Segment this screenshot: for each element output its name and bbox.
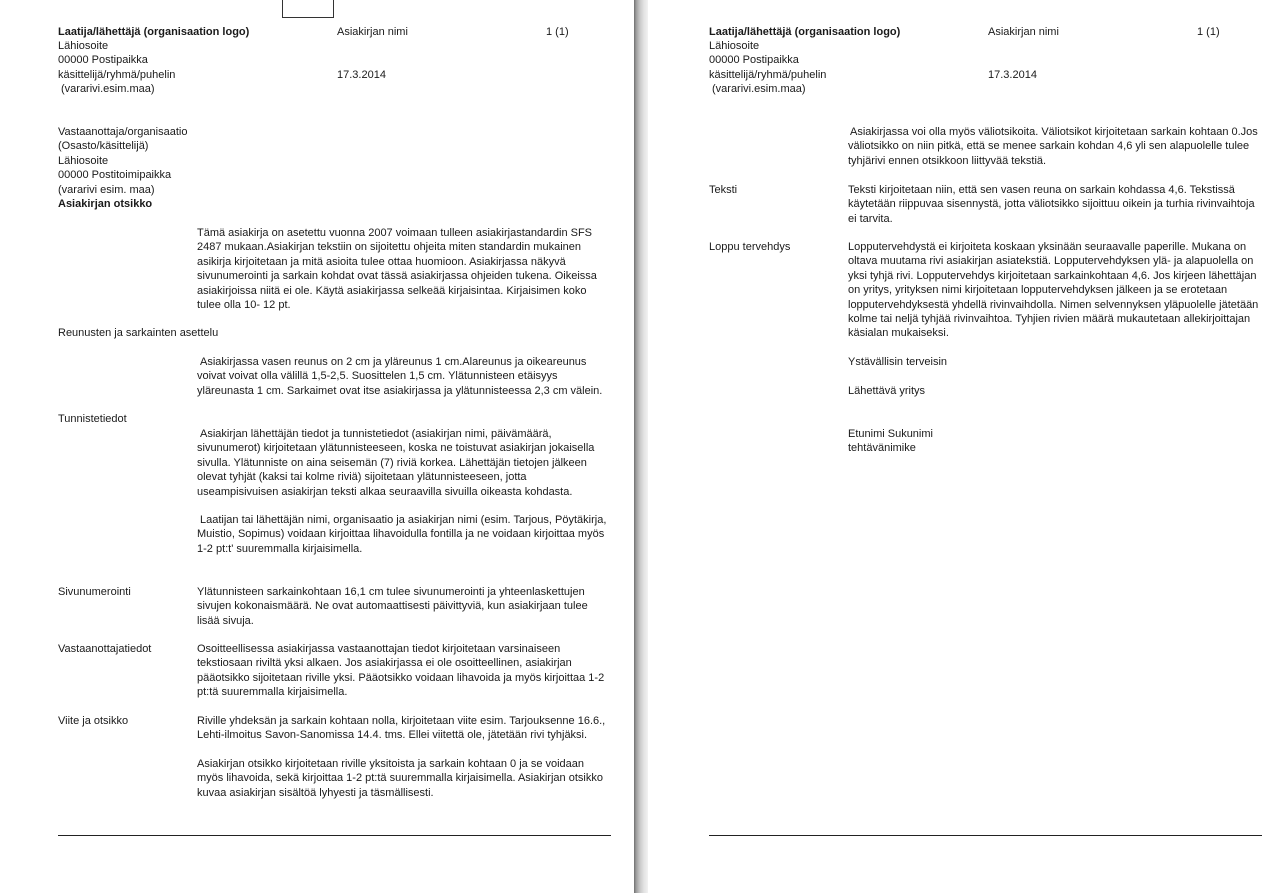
text-label: Teksti [709,184,738,196]
footer-divider [709,835,1262,836]
header-doc-name: Asiakirjan nimi [337,26,408,38]
header-tab-marker [282,0,334,18]
sender-company: Lähettävä yritys [848,385,926,397]
recipient-line: 00000 Postitoimipaikka [58,169,172,181]
header-date: 17.3.2014 [337,69,386,81]
document-title: Asiakirjan otsikko [58,198,153,210]
header-doc-name: Asiakirjan nimi [988,26,1059,38]
pagenum-paragraph: Ylätunnisteen sarkainkohtaan 16,1 cm tulee sivunumerointi ja yhteenlaskettujen sivujen kokonaismäärä. Ne ovat automaattisesti päivittyviä, kun asiakirjaan tulee lisää sivuja. [197,586,588,627]
closing-paragraph: Lopputervehdystä ei kirjoiteta koskaan yksinään seuraavalle paperille. Mukana on oltava muutama rivi asiakirjan asiatekstiä. Lopputervehdyksen ylä- ja alapuolella on yksi tyhjä rivi. Lopputervehdys kirjoitetaan sarkainkohtaan 4,6. Jos kirjeen lähettäjan on yritys, yrityksen nimi kirjoitetaan lopputervehdyksen jälkeen ja se erotetaan lopputervehdyksestä yhdellä rivinvaihdolla. Nimen selvennyksen yläpuolelle jätetään kolme tai neljä tyhjää rivinvaihtoa. Tyhjien rivien määrä mukautetaan allekirjoittajan käsialan mukaiseksi. [848,241,1259,340]
ident-label: Tunnistetiedot [58,413,127,425]
document-page-2 [648,0,1287,893]
recipient-line: Vastaanottaja/organisaatio [58,126,188,138]
greeting: Ystävällisin terveisin [848,356,948,368]
header-handler: käsittelijä/ryhmä/puhelin [709,69,827,81]
header-backup-line: (vararivi.esim.maa) [61,83,155,95]
header-date: 17.3.2014 [988,69,1037,81]
header-page-number: 1 (1) [1197,26,1220,38]
closing-label: Loppu tervehdys [709,241,791,253]
header-street: Lähiosoite [709,40,760,52]
margins-paragraph: Asiakirjassa vasen reunus on 2 cm ja yläreunus 1 cm.Alareunus ja oikeareunus voivat voivat olla välillä 1,5-2,5. Suosittelen 1,5 cm. Ylätunnisteen etäisyys yläreunasta 1 cm. Sarkaimet ovat itse asiakirjassa ja ylätunnisteessa 2,3 cm välein. [197,356,603,397]
subheading-paragraph: Asiakirjassa voi olla myös väliotsikoita. Väliotsikot kirjoitetaan sarkain kohtaan 0.Jos väliotsikko on niin pitkä, että se menee sarkain kohdan 4,6 yli sen alapuolelle tulee tyhjärivi ennen otsikkoon liittyvää tekstiä. [848,126,1258,167]
recipient-line: (Osasto/käsittelijä) [58,140,149,152]
header-postal: 00000 Postipaikka [709,54,799,66]
header-page-number: 1 (1) [546,26,569,38]
recipient-info-paragraph: Osoitteellisessa asiakirjassa vastaanottajan tiedot kirjoitetaan varsinaiseen tekstiosaan riviltä yksi alkaen. Jos asiakirjassa ei ole osoitteellinen, asiakirjan pääotsikko sijoitetaan riville yksi. Pääotsikko voidaan lihavoida ja myös kirjoittaa 1-2 pt:tä suuremmalla kirjaisimella. [197,643,605,699]
header-street: Lähiosoite [58,40,109,52]
recipient-line: Lähiosoite [58,155,109,167]
ident-paragraph-2: Laatijan tai lähettäjän nimi, organisaatio ja asiakirjan nimi (esim. Tarjous, Pöytäkirja, Muistio, Sopimus) voidaan kirjoittaa lihavoidulla fontilla ja ne voidaan kirjoittaa myös 1-2 pt:t' suuremmalla kirjaisimella. [197,514,607,555]
text-paragraph: Teksti kirjoitetaan niin, että sen vasen reuna on sarkain kohdassa 4,6. Tekstissä käytetään riippuvaa sisennystä, jotta väliotsikko sijoittuu oikein ja turhia rivinvaihtoja ei tarvita. [848,184,1255,225]
header-backup-line: (vararivi.esim.maa) [712,83,806,95]
header-author-org: Laatija/lähettäjä (organisaation logo) [709,26,901,38]
recipient-line: (vararivi esim. maa) [58,184,155,196]
margins-heading: Reunusten ja sarkainten asettelu [58,327,219,339]
reference-label: Viite ja otsikko [58,715,129,727]
page-gutter [634,0,648,893]
header-handler: käsittelijä/ryhmä/puhelin [58,69,176,81]
signer-name: Etunimi Sukunimi [848,428,933,440]
header-author-org: Laatija/lähettäjä (organisaation logo) [58,26,250,38]
header-postal: 00000 Postipaikka [58,54,148,66]
ident-paragraph-1: Asiakirjan lähettäjän tiedot ja tunnistetiedot (asiakirjan nimi, päivämäärä, sivunumerot) kirjoitetaan ylätunnisteeseen, koska ne toistuvat asiakirjan jokaisella sivulla. Ylätunniste on aina seisemän (7) riviä korkea. Lähettäjän tietojen jälkeen olevat tyhjät (kaksi tai kolme riviä) sijoitetaan ylätunnisteeseen, jotta useampisivuisen asiakirjan teksti alkaa seuraavilla sivuilla oikeasta kohdasta. [197,428,595,498]
reference-paragraph-2: Asiakirjan otsikko kirjoitetaan riville yksitoista ja sarkain kohtaan 0 ja se voidaan myös lihavoida, sekä kirjoittaa 1-2 pt:tä suuremmalla kirjaisimella. Asiakirjan otsikko kuvaa asiakirjan sisältöä lyhyesti ja täsmällisesti. [197,758,603,799]
reference-paragraph-1: Riville yhdeksän ja sarkain kohtaan nolla, kirjoitetaan viite esim. Tarjouksenne 16.6., Lehti-ilmoitus Savon-Sanomissa 14.4. tms. Ellei viitettä ole, jätetään rivi tyhjäksi. [197,715,606,742]
footer-divider [58,835,611,836]
recipient-info-label: Vastaanottajatiedot [58,643,152,655]
document-page-1 [0,0,634,893]
pagenum-label: Sivunumerointi [58,586,131,598]
intro-paragraph: Tämä asiakirja on asetettu vuonna 2007 voimaan tulleen asiakirjastandardin SFS 2487 mukaan.Asiakirjan tekstiin on sijoitettu ohjeita miten standardin mukainen asikirja kirjoitetaan ja mitä asioita tulee ottaa huomioon. Asiakirjassa näkyvä sivunumerointi ja sarkain kohdat ovat tässä asiakirjassa ohjeiden tukena. Oikeissa asiakirjoissa niitä ei ole. Käytä asiakirjassa selkeää kirjaisintaa. Kirjaisimen koko tulee olla 10- 12 pt. [197,227,597,312]
signer-title: tehtävänimike [848,442,916,454]
